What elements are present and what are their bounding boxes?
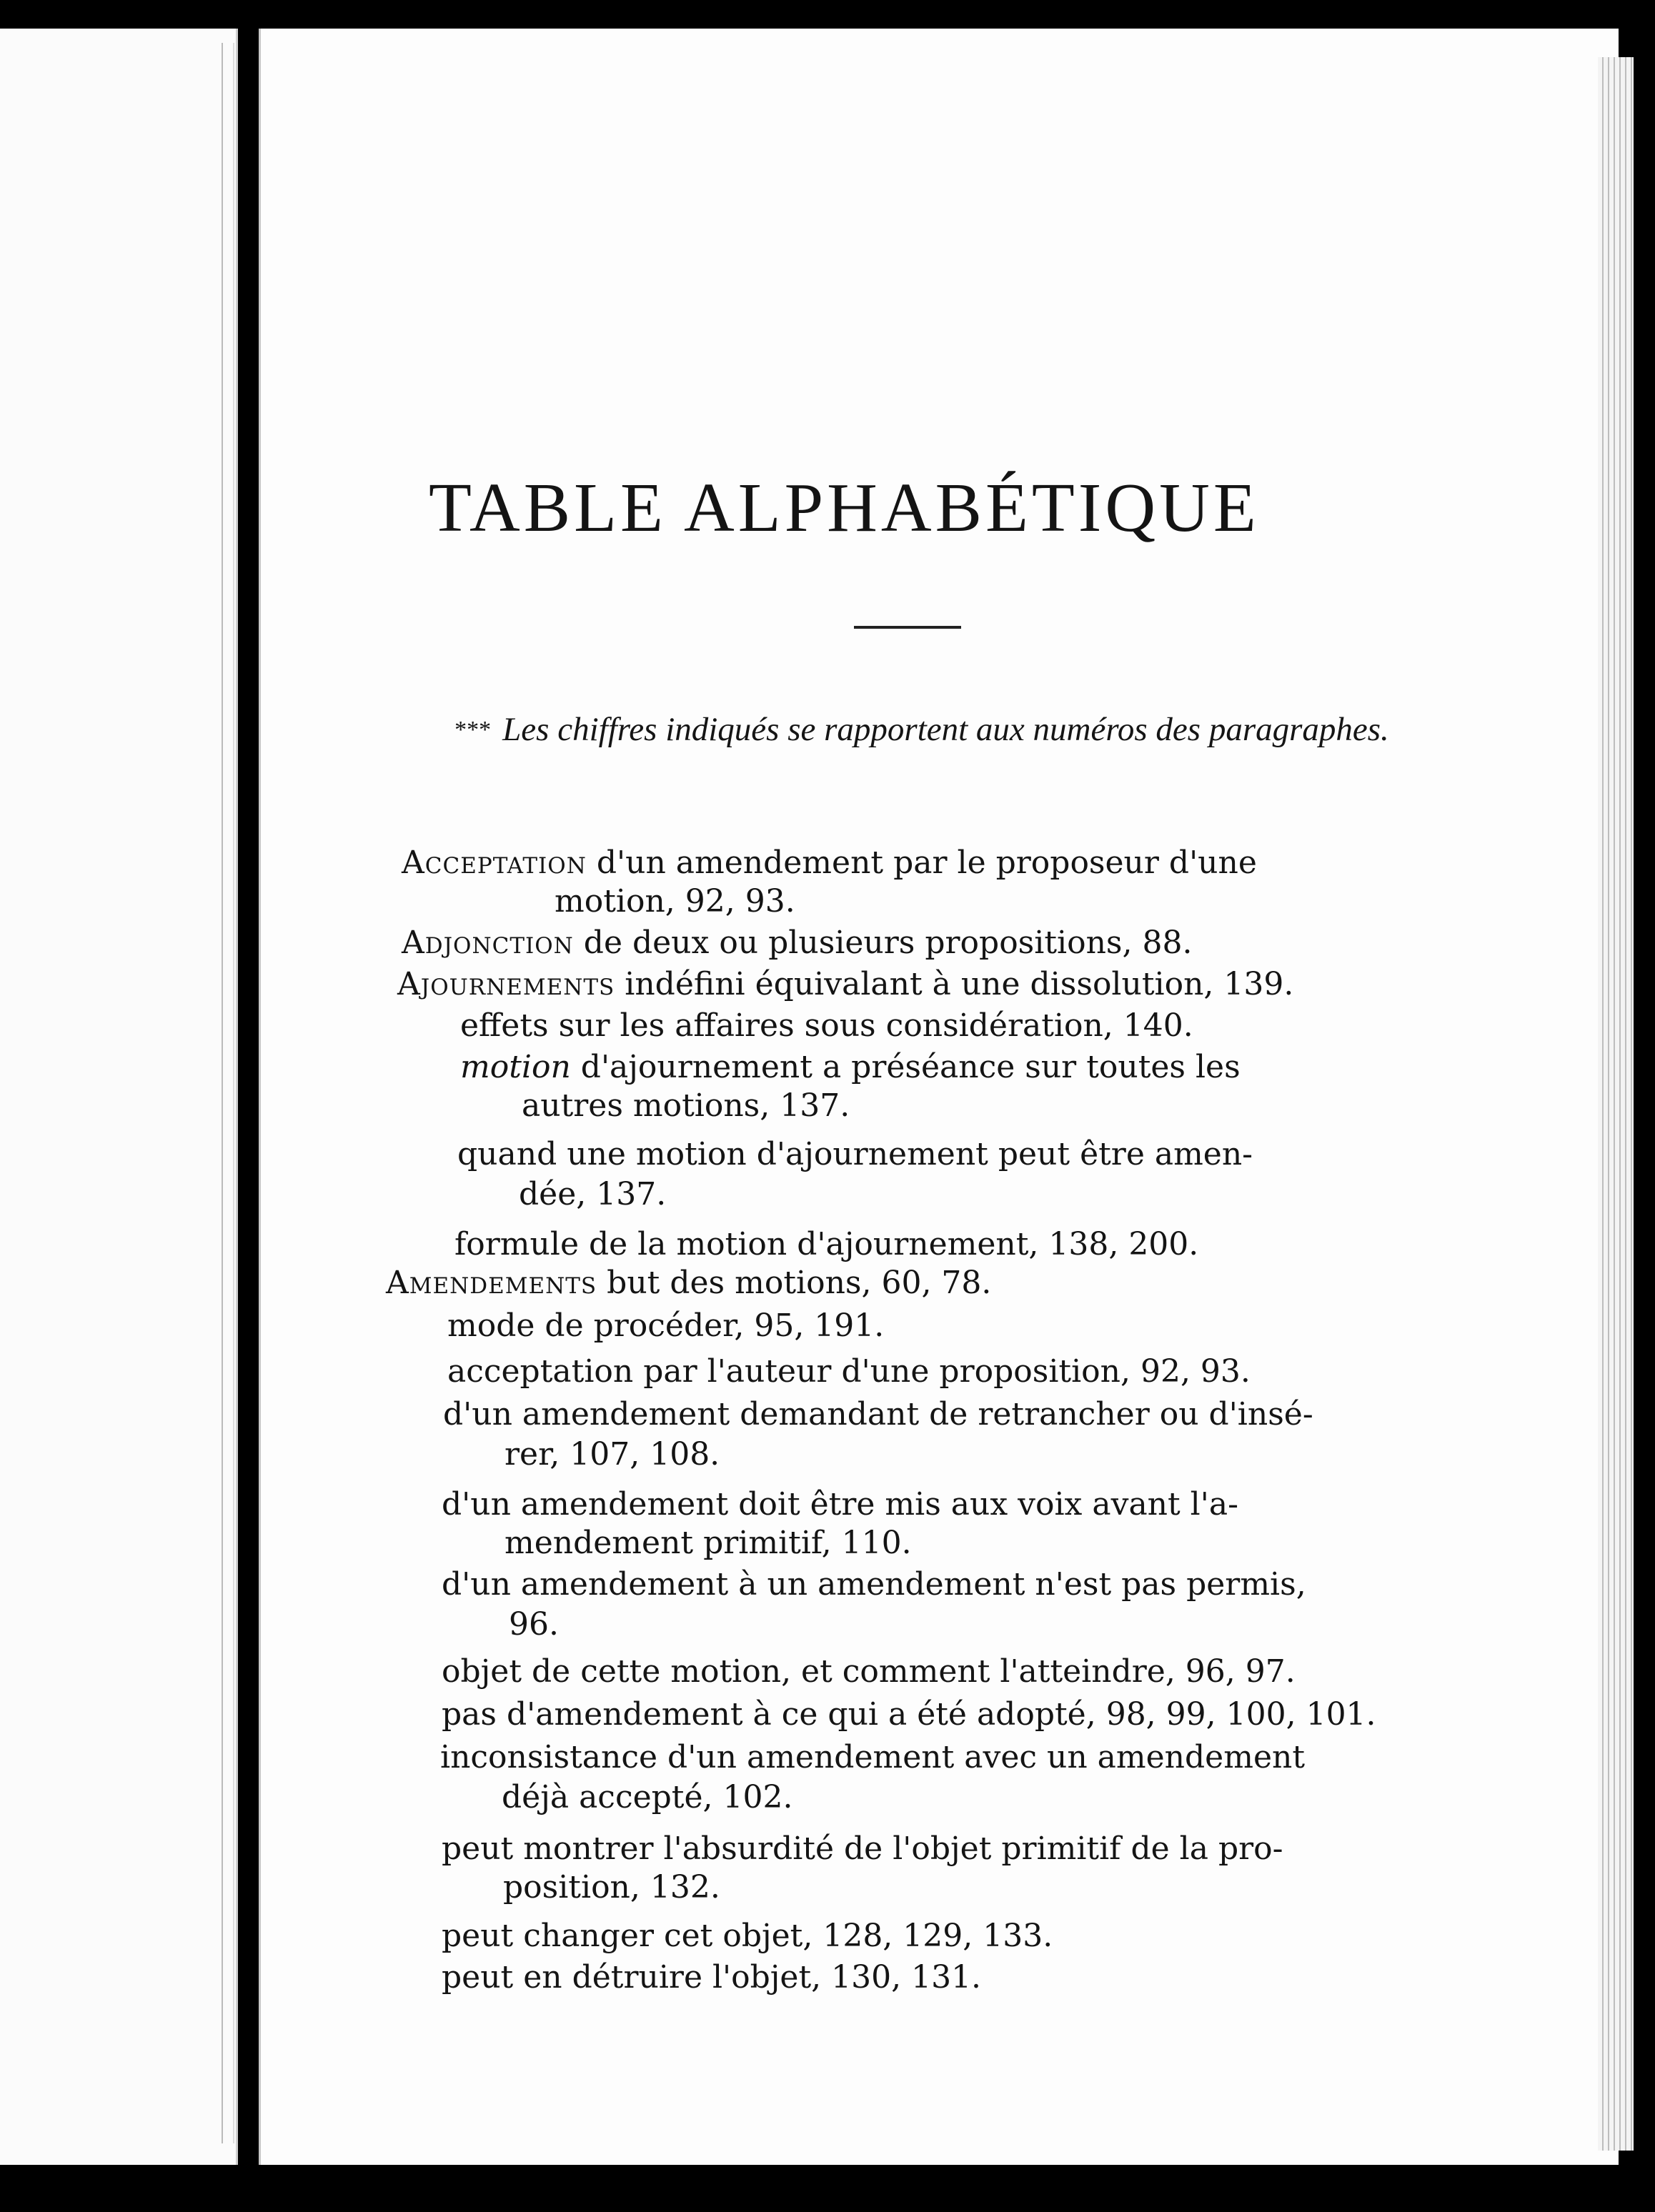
subentry: peut montrer l'absurdité de l'objet primitif de la pro- bbox=[442, 1830, 1283, 1867]
entry-continuation: mendement primitif, 110. bbox=[505, 1525, 912, 1561]
italic-lead: motion bbox=[460, 1049, 571, 1085]
subentry: d'un amendement à un amendement n'est pas permis, bbox=[442, 1566, 1306, 1603]
index-entry-amendements bbox=[386, 1263, 991, 1303]
subentry: inconsistance d'un amendement avec un amendement bbox=[440, 1739, 1305, 1775]
subentry: effets sur les affaires sous considération, 140. bbox=[460, 1007, 1193, 1044]
entry-continuation: rer, 107, 108. bbox=[505, 1436, 720, 1473]
title-rule bbox=[854, 626, 961, 629]
entry-text: but des motions, 60, 78. bbox=[607, 1265, 992, 1301]
entry-continuation: déjà accepté, 102. bbox=[502, 1779, 793, 1815]
subentry bbox=[460, 1047, 1241, 1087]
entry-continuation: autres motions, 137. bbox=[522, 1087, 850, 1124]
index-entry-ajournements bbox=[397, 965, 1293, 1005]
note-text: Les chiffres indiqués se rapportent aux numéros des paragraphes. bbox=[502, 711, 1389, 748]
subentry: d'un amendement doit être mis aux voix avant l'a- bbox=[442, 1486, 1238, 1523]
previous-page bbox=[0, 29, 238, 2165]
subentry: formule de la motion d'ajournement, 138, 200. bbox=[454, 1226, 1199, 1262]
entry-head: Ajournements bbox=[397, 966, 615, 1002]
index-note bbox=[429, 707, 1415, 752]
entry-text: d'un amendement par le proposeur d'une bbox=[596, 845, 1257, 881]
page-title: TABLE ALPHABÉTIQUE bbox=[429, 469, 1260, 547]
entry-text: d'ajournement a préséance sur toutes les bbox=[580, 1049, 1241, 1085]
entry-continuation: motion, 92, 93. bbox=[555, 883, 795, 920]
entry-continuation: position, 132. bbox=[503, 1869, 720, 1905]
subentry: d'un amendement demandant de retrancher ou d'insé- bbox=[443, 1396, 1313, 1433]
asterism: *** bbox=[454, 717, 492, 743]
book-gutter bbox=[222, 43, 234, 2143]
subentry: mode de procéder, 95, 191. bbox=[447, 1307, 885, 1344]
subentry: acceptation par l'auteur d'une proposition, 92, 93. bbox=[447, 1353, 1251, 1390]
entry-head: Acceptation bbox=[402, 845, 587, 881]
page-edges bbox=[1598, 57, 1634, 2151]
index-entry-acceptation bbox=[402, 843, 1257, 883]
entry-head: Amendements bbox=[386, 1265, 597, 1301]
entry-continuation: 96. bbox=[509, 1606, 559, 1643]
subentry: objet de cette motion, et comment l'atteindre, 96, 97. bbox=[442, 1653, 1296, 1690]
entry-text: indéfini équivalant à une dissolution, 139. bbox=[625, 966, 1294, 1002]
subentry: peut changer cet objet, 128, 129, 133. bbox=[442, 1918, 1053, 1954]
entry-text: de deux ou plusieurs propositions, 88. bbox=[583, 925, 1193, 961]
entry-head: Adjonction bbox=[402, 925, 574, 961]
index-entry-adjonction bbox=[402, 923, 1192, 963]
entry-continuation: dée, 137. bbox=[519, 1176, 667, 1212]
subentry: peut en détruire l'objet, 130, 131. bbox=[442, 1959, 982, 1996]
subentry: quand une motion d'ajournement peut être amen- bbox=[457, 1136, 1253, 1172]
subentry: pas d'amendement à ce qui a été adopté, 98, 99, 100, 101. bbox=[442, 1696, 1376, 1733]
